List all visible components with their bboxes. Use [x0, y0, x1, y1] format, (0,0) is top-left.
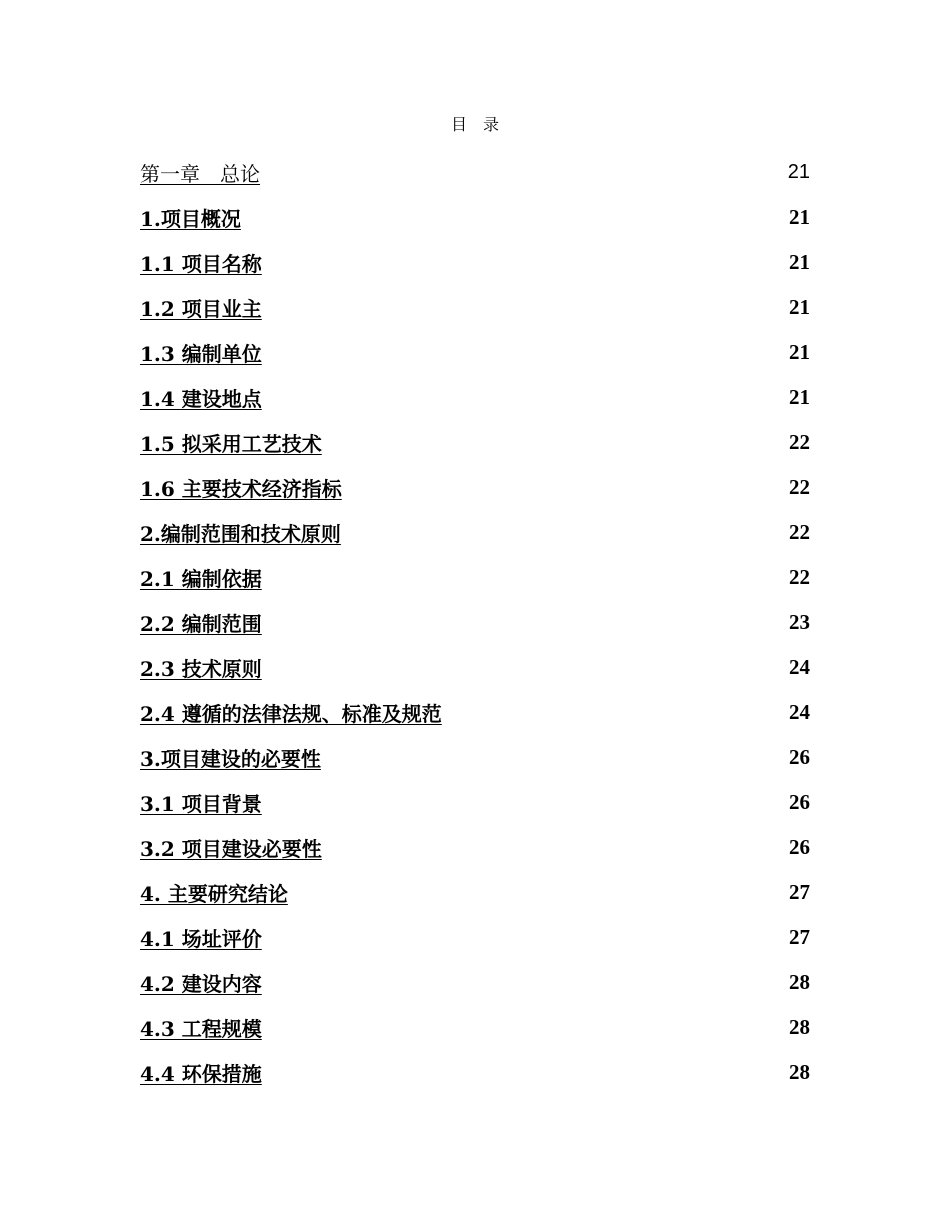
toc-entry-link[interactable]: 4. 主要研究结论 — [140, 882, 288, 906]
toc-entry[interactable] — [140, 600, 810, 645]
toc-page-number: 21 — [789, 385, 810, 409]
toc-entry-link[interactable]: 1.3 编制单位 — [140, 342, 262, 366]
table-of-contents — [140, 150, 810, 1095]
toc-page-number: 26 — [789, 745, 810, 769]
toc-entry-link[interactable]: 2.1 编制依据 — [140, 567, 262, 591]
toc-entry-link[interactable]: 4.4 环保措施 — [140, 1062, 262, 1086]
toc-chapter-entry[interactable] — [140, 150, 810, 195]
toc-entry[interactable] — [140, 240, 810, 285]
toc-entry[interactable] — [140, 735, 810, 780]
toc-page-number: 23 — [789, 610, 810, 634]
toc-page-number: 21 — [787, 161, 810, 183]
toc-entry-link[interactable]: 2.编制范围和技术原则 — [140, 522, 341, 546]
toc-entry-link[interactable]: 3.项目建设的必要性 — [140, 747, 321, 771]
toc-entry-link[interactable]: 1.5 拟采用工艺技术 — [140, 432, 322, 456]
toc-page-number: 27 — [789, 925, 810, 949]
toc-page-number: 24 — [789, 655, 810, 679]
toc-page-number: 21 — [789, 340, 810, 364]
toc-entry[interactable] — [140, 510, 810, 555]
toc-entry[interactable] — [140, 960, 810, 1005]
toc-entry[interactable] — [140, 690, 810, 735]
toc-entry[interactable] — [140, 915, 810, 960]
toc-entry-link[interactable]: 1.1 项目名称 — [140, 252, 262, 276]
toc-entry[interactable] — [140, 375, 810, 420]
toc-page-number: 22 — [789, 520, 810, 544]
toc-entry[interactable] — [140, 330, 810, 375]
toc-entry[interactable] — [140, 825, 810, 870]
toc-page-number: 28 — [789, 970, 810, 994]
toc-entry[interactable] — [140, 555, 810, 600]
toc-entry[interactable] — [140, 195, 810, 240]
toc-entry[interactable] — [140, 285, 810, 330]
toc-page-number: 21 — [789, 295, 810, 319]
toc-entry[interactable] — [140, 870, 810, 915]
toc-page-number: 22 — [789, 565, 810, 589]
toc-entry-link[interactable]: 1.项目概况 — [140, 207, 241, 231]
toc-entry[interactable] — [140, 645, 810, 690]
toc-entry-link[interactable]: 3.1 项目背景 — [140, 792, 262, 816]
toc-entry[interactable] — [140, 1050, 810, 1095]
toc-entry-link[interactable]: 1.4 建设地点 — [140, 387, 262, 411]
toc-entry-link[interactable]: 1.6 主要技术经济指标 — [140, 477, 342, 501]
toc-entry-link[interactable]: 第一章 总论 — [140, 162, 260, 186]
toc-page-number: 24 — [789, 700, 810, 724]
toc-title: 目 录 — [450, 115, 499, 134]
toc-entry-link[interactable]: 2.3 技术原则 — [140, 657, 262, 681]
toc-entry-link[interactable]: 2.4 遵循的法律法规、标准及规范 — [140, 702, 442, 726]
toc-entry-link[interactable]: 1.2 项目业主 — [140, 297, 262, 321]
toc-entry-link[interactable]: 2.2 编制范围 — [140, 612, 262, 636]
toc-page-number: 26 — [789, 835, 810, 859]
toc-page-number: 27 — [789, 880, 810, 904]
toc-entry-link[interactable]: 4.1 场址评价 — [140, 927, 262, 951]
toc-page-number: 28 — [789, 1015, 810, 1039]
toc-entry[interactable] — [140, 420, 810, 465]
toc-page-number: 26 — [789, 790, 810, 814]
toc-page-number: 22 — [789, 475, 810, 499]
toc-entry[interactable] — [140, 1005, 810, 1050]
toc-page-number: 21 — [789, 250, 810, 274]
toc-entry-link[interactable]: 4.3 工程规模 — [140, 1017, 262, 1041]
toc-page-number: 28 — [789, 1060, 810, 1084]
toc-entry[interactable] — [140, 780, 810, 825]
toc-page-number: 22 — [789, 430, 810, 454]
toc-entry[interactable] — [140, 465, 810, 510]
toc-entry-link[interactable]: 4.2 建设内容 — [140, 972, 262, 996]
toc-entry-link[interactable]: 3.2 项目建设必要性 — [140, 837, 322, 861]
toc-page-number: 21 — [789, 205, 810, 229]
